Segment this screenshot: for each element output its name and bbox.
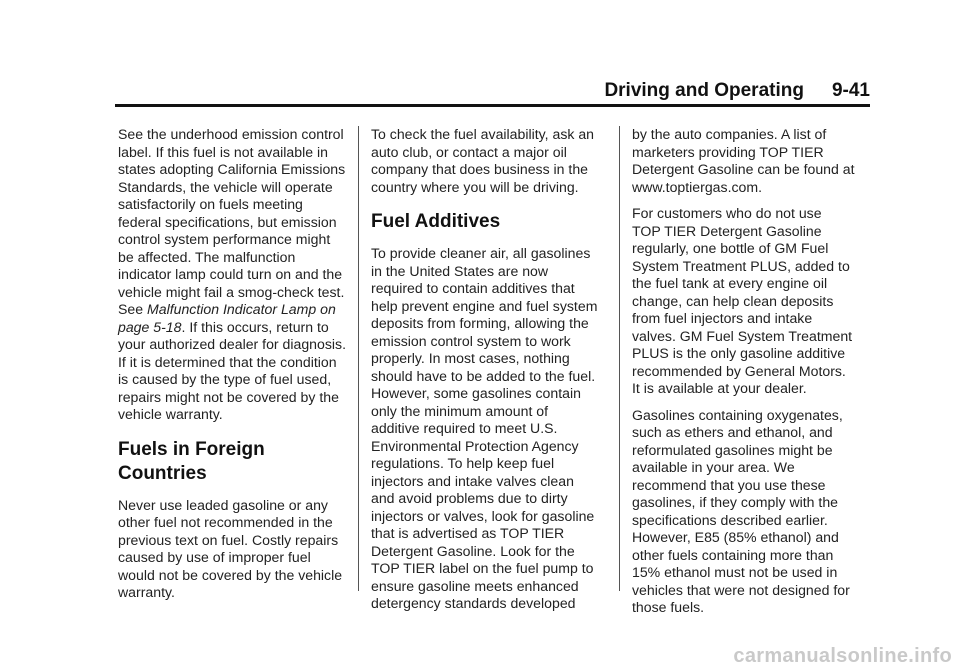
- column-2: [371, 126, 601, 622]
- heading-fuel-additives: Fuel Additives: [371, 211, 501, 232]
- paragraph-additives: To provide cleaner air, all gasolines in the United States are now required to contain additives that help prevent engine and fuel system deposits from forming, allowing the emission control system to work properly. In most cases, nothing should have to be added to the fuel. However, some gasolines contain only the minimum amount of additive required to meet U.S. Environmental Protection Agency regulations. To help keep fuel injectors and intake valves clean and avoid problems due to dirty injectors or valves, look for gasoline that is advertised as TOP TIER Detergent Gasoline. Look for the TOP TIER label on the fuel pump to ensure gasoline meets enhanced detergency standards developed: [371, 245, 598, 611]
- paragraph-underhood-label: See the underhood emission control label. If this fuel is not available in states adopting California Emissions Standards, the vehicle will operate satisfactorily on fuels meeting federal specifications, but emission control system performance might be affected. The malfunction indicator lamp could turn on and the vehicle might fail a smog-check test. See Malfunction Indicator Lamp on page 5-18. If this occurs, return to your authorized dealer for diagnosis. If it is determined that the condition is caused by the type of fuel used, repairs might not be covered by the vehicle warranty.: [118, 126, 346, 422]
- cross-reference-page[interactable]: page 5-18: [118, 318, 182, 335]
- cross-reference-link[interactable]: Malfunction Indicator Lamp on: [147, 301, 336, 317]
- paragraph-fuel-availability: To check the fuel availability, ask an auto club, or contact a major oil company that does business in the country where you will be driving.: [371, 126, 595, 195]
- column-divider-2: [619, 126, 620, 591]
- header-rule: [115, 104, 870, 107]
- column-divider-1: [358, 126, 359, 591]
- paragraph-marketers-list: by the auto companies. A list of marketers providing TOP TIER Detergent Gasoline can be found at www.toptiergas.com.: [632, 126, 862, 196]
- website-link[interactable]: www.toptiergas.com.: [632, 178, 763, 195]
- page-header: [115, 80, 870, 102]
- page-number: 9-41: [831, 80, 870, 101]
- column-3: [632, 126, 862, 626]
- heading-fuels-foreign-countries: Fuels in Foreign Countries: [118, 438, 265, 484]
- paragraph-oxygenates: Gasolines containing oxygenates, such as ethers and ethanol, and reformulated gasolines might be available in your area. We recommend that you use these gasolines, if they comply with the specifications described earlier. However, E85 (85% ethanol) and other fuels containing more than 15% ethanol must not be used in vehicles that were not designed for those fuels.: [632, 406, 850, 615]
- paragraph-leaded-gasoline: Never use leaded gasoline or any other fuel not recommended in the previous text on fuel. Costly repairs caused by use of improper fuel would not be covered by the vehicle warranty.: [118, 496, 343, 600]
- paragraph-fuel-system-treatment: For customers who do not use TOP TIER Detergent Gasoline regularly, one bottle of GM Fuel System Treatment PLUS, added to the fuel tank at every engine oil change, can help clean deposits from fuel injectors and intake valves. GM Fuel System Treatment PLUS is the only gasoline additive recommended by General Motors. It is available at your dealer.: [632, 205, 853, 396]
- column-1: [118, 126, 348, 611]
- watermark: carmanualsonline.info: [733, 645, 952, 667]
- section-title: Driving and Operating: [604, 80, 804, 101]
